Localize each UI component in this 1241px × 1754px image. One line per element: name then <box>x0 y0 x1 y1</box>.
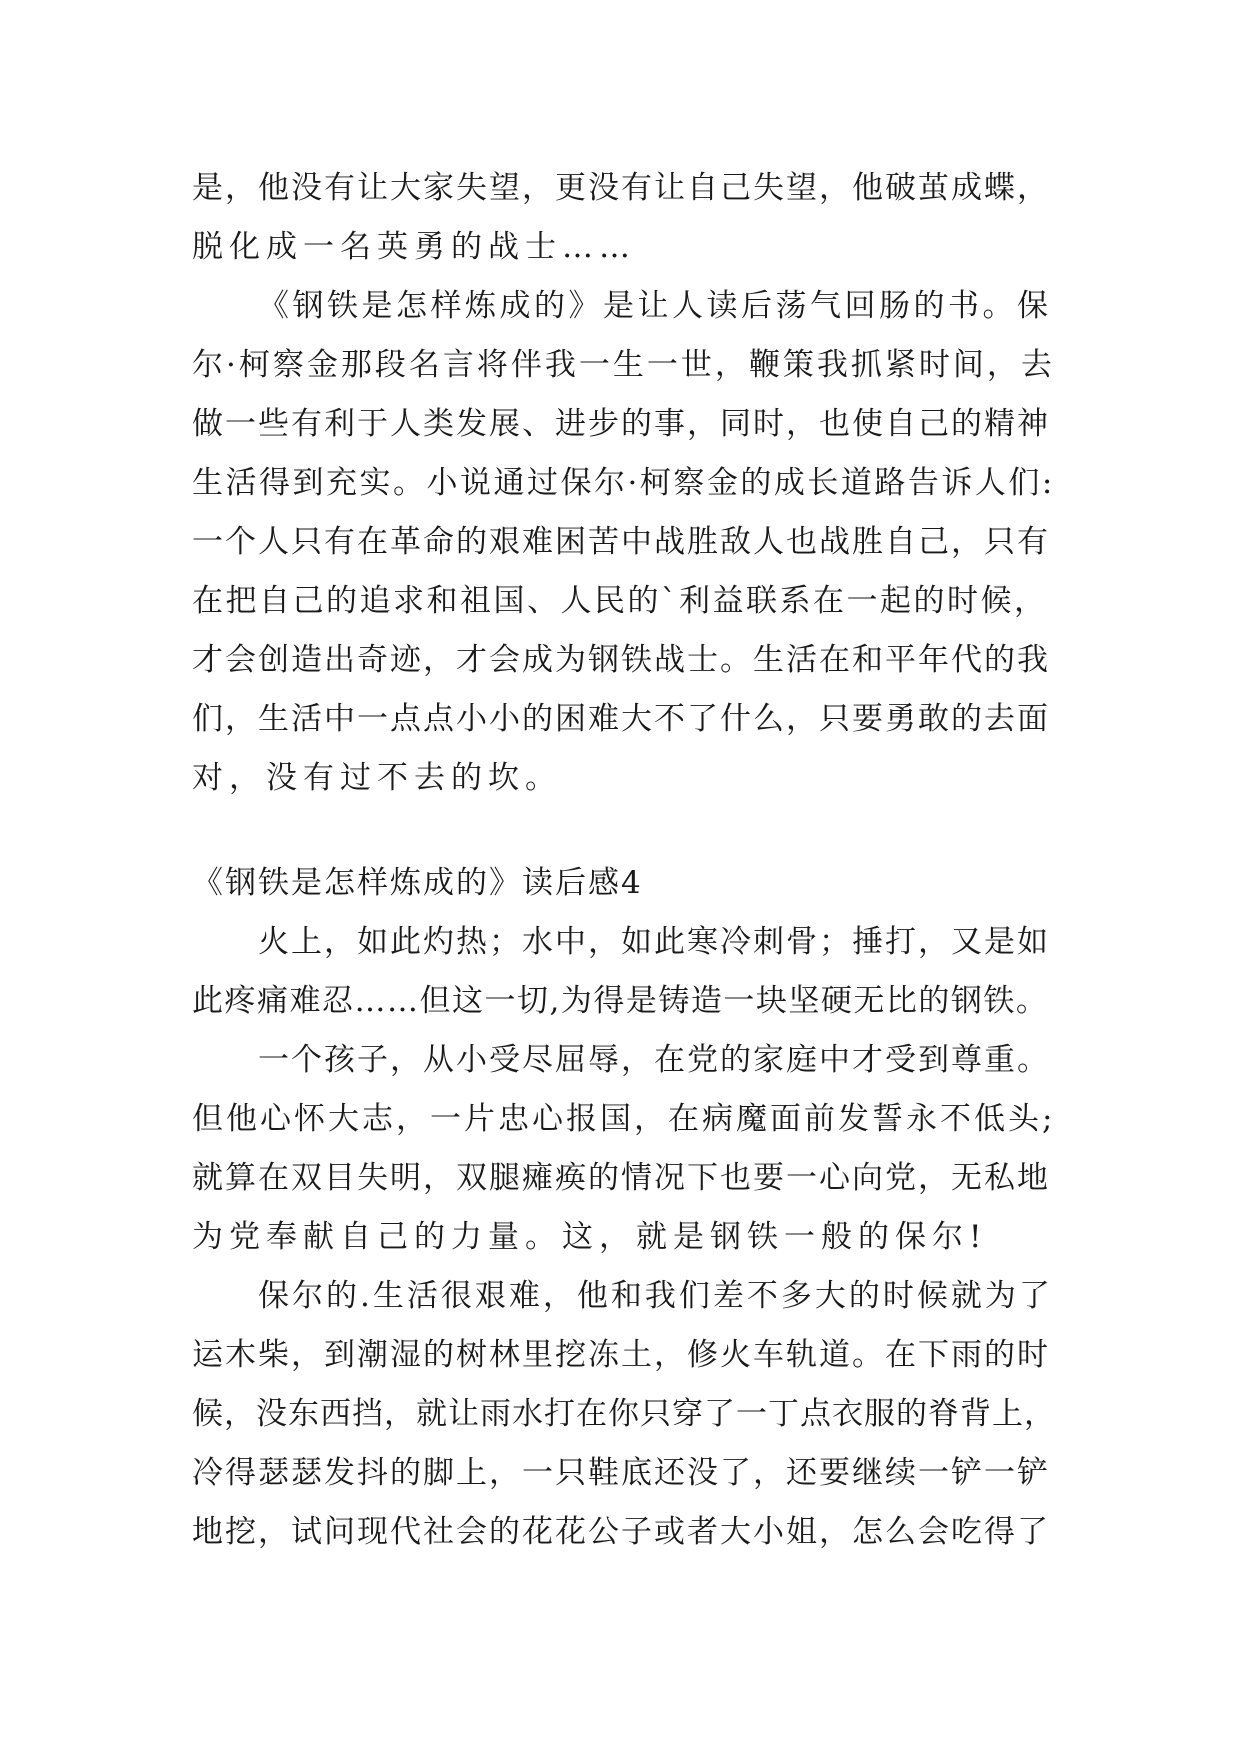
text-line: 为党奉献自己的力量。这，就是钢铁一般的保尔! <box>192 1219 988 1255</box>
text-line: 运木柴，到潮湿的树林里挖冻土，修火车轨道。在下雨的时 <box>192 1337 1050 1373</box>
text-line: 一个人只有在革命的艰难困苦中战胜敌人也战胜自己，只有 <box>192 524 1050 560</box>
text-line: 一个孩子，从小受尽屈辱，在党的家庭中才受到尊重。 <box>258 1042 1050 1078</box>
text-line: 对，没有过不去的坎。 <box>192 760 562 796</box>
text-line: 才会创造出奇迹，才会成为钢铁战士。生活在和平年代的我 <box>192 642 1050 678</box>
text-line: 火上，如此灼热；水中，如此寒冷刺骨；捶打，又是如 <box>258 924 1050 960</box>
section-heading: 《钢铁是怎样炼成的》读后感4 <box>192 865 643 901</box>
text-line: 就算在双目失明，双腿瘫痪的情况下也要一心向党，无私地 <box>192 1160 1050 1196</box>
text-line: 在把自己的追求和祖国、人民的`利益联系在一起的时候， <box>192 583 1048 619</box>
text-line: 但他心怀大志，一片忠心报国，在病魔面前发誓永不低头; <box>192 1101 1056 1137</box>
text-line: 《钢铁是怎样炼成的》是让人读后荡气回肠的书。保 <box>258 288 1052 324</box>
text-line: 们，生活中一点点小小的困难大不了什么，只要勇敢的去面 <box>192 701 1050 737</box>
text-line: 冷得瑟瑟发抖的脚上，一只鞋底还没了，还要继续一铲一铲 <box>192 1455 1050 1491</box>
text-line: 此疼痛难忍……但这一切,为得是铸造一块坚硬无比的钢铁。 <box>192 983 1049 1019</box>
text-line: 生活得到充实。小说通过保尔·柯察金的成长道路告诉人们: <box>192 465 1055 501</box>
text-line: 脱化成一名英勇的战士…… <box>192 229 636 265</box>
text-line: 是，他没有让大家失望，更没有让自己失望，他破茧成蝶， <box>192 170 1050 206</box>
text-line: 保尔的.生活很艰难，他和我们差不多大的时候就为了 <box>258 1278 1053 1314</box>
text-line: 做一些有利于人类发展、进步的事，同时，也使自己的精神 <box>192 406 1050 442</box>
text-line: 尔·柯察金那段名言将伴我一生一世，鞭策我抓紧时间，去 <box>192 347 1055 383</box>
text-line: 候，没东西挡，就让雨水打在你只穿了一丁点衣服的脊背上， <box>192 1396 1056 1432</box>
text-line: 地挖，试问现代社会的花花公子或者大小姐，怎么会吃得了 <box>192 1514 1050 1550</box>
